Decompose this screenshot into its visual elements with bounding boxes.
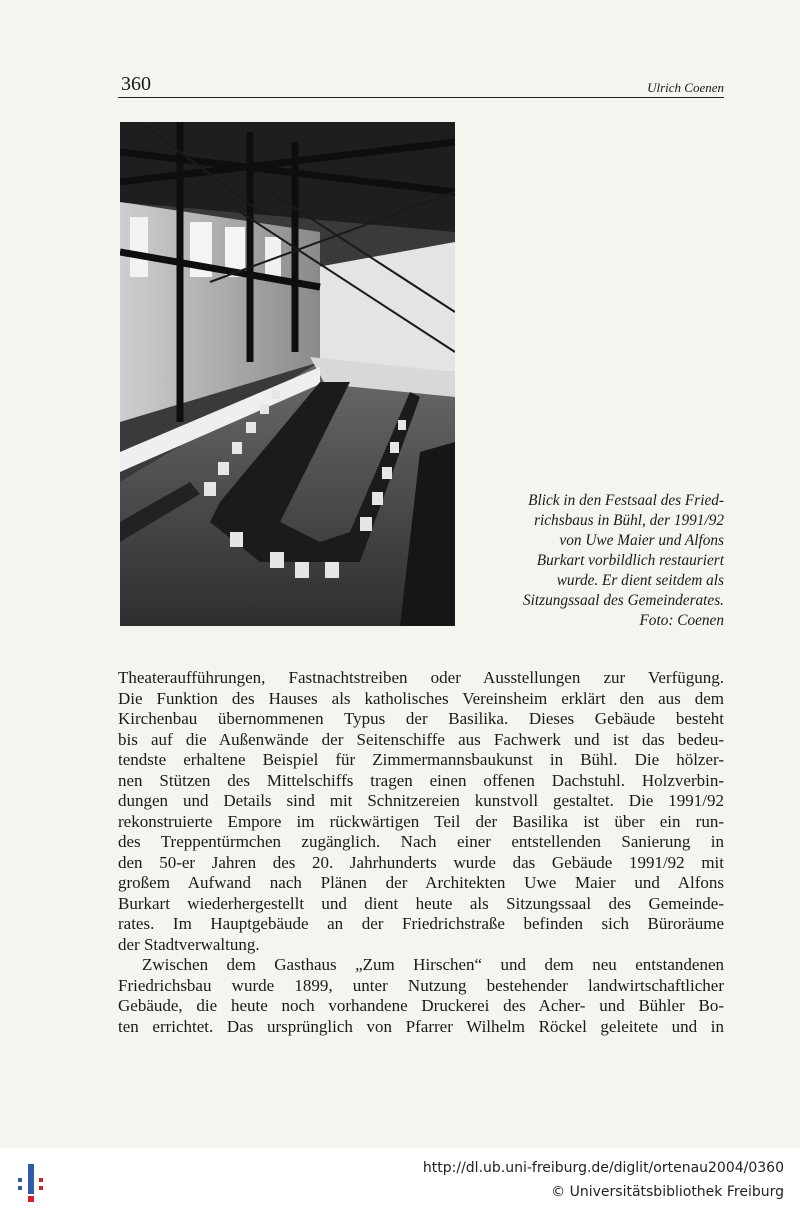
ub-freiburg-logo-icon xyxy=(12,1160,52,1204)
running-head-author: Ulrich Coenen xyxy=(647,80,724,95)
footer-bar xyxy=(0,1148,800,1212)
text-line: Kirchenbau übernommenen Typus der Basilika. Dieses Gebäude besteht xyxy=(118,709,724,728)
text-line: Die Funktion des Hauses als katholisches Vereinsheim erklärt den aus dem xyxy=(118,688,724,708)
text-line: des Treppentürmchen zugänglich. Nach einer entstellenden Sanierung in xyxy=(118,832,724,851)
text-line: Friedrichsbau wurde 1899, unter Nutzung bestehender landwirtschaftlicher xyxy=(118,975,724,995)
text-line: Burkart wiederhergestellt und dient heute als Sitzungssaal des Gemeinde- xyxy=(118,893,724,913)
text-line: dungen und Details sind mit Schnitzereien kunstvoll gestaltet. Die 1991/92 xyxy=(118,791,724,810)
caption-line: Sitzungssaal des Gemeinderates. xyxy=(523,592,724,609)
text-line: tendste erhaltene Beispiel für Zimmermannsbaukunst in Bühl. Die hölzer- xyxy=(118,750,724,769)
caption-line: Blick in den Festsaal des Fried- xyxy=(528,492,724,509)
text-line: rates. Im Hauptgebäude an der Friedrichstraße befinden sich Büroräume xyxy=(118,914,724,933)
source-url-link[interactable]: http://dl.ub.uni-freiburg.de/diglit/ortenau2004/0360 xyxy=(422,1160,784,1176)
body-text xyxy=(118,668,724,1037)
paragraph-2 xyxy=(118,955,724,1037)
text-line: nen Stützen des Mittelschiffs tragen einen offenen Dachstuhl. Holzverbin- xyxy=(118,770,724,790)
festsaal-photo-drawing xyxy=(120,122,455,626)
caption-line: Burkart vorbildlich restauriert xyxy=(536,552,724,569)
text-line: großem Aufwand nach Plänen der Architekten Uwe Maier und Alfons xyxy=(118,873,724,892)
text-line: Theateraufführungen, Fastnachtstreiben oder Ausstellungen zur Verfügung. xyxy=(118,668,724,687)
copyright-notice: © Universitätsbibliothek Freiburg xyxy=(551,1184,784,1200)
caption-line: wurde. Er dient seitdem als xyxy=(556,572,724,589)
text-line: der Stadtverwaltung. xyxy=(118,934,260,954)
text-line: ten errichtet. Das ursprünglich von Pfarrer Wilhelm Röckel geleitete und in xyxy=(118,1016,724,1036)
caption-line: von Uwe Maier und Alfons xyxy=(559,532,724,549)
caption-line: richsbaus in Bühl, der 1991/92 xyxy=(534,512,724,529)
text-line: Zwischen dem Gasthaus „Zum Hirschen“ und dem neu entstandenen xyxy=(142,955,724,974)
text-line: den 50-er Jahren des 20. Jahrhunderts wurde das Gebäude 1991/92 mit xyxy=(118,852,724,872)
caption-photo-credit: Foto: Coenen xyxy=(639,612,724,629)
festsaal-photo xyxy=(120,122,455,626)
paragraph-1 xyxy=(118,668,724,955)
text-line: Gebäude, die heute noch vorhandene Druckerei des Acher- und Bühler Bo- xyxy=(118,996,724,1015)
text-line: rekonstruierte Empore im rückwärtigen Teil der Basilika ist über ein run- xyxy=(118,811,724,831)
page-number: 360 xyxy=(121,73,151,95)
text-line: bis auf die Außenwände der Seitenschiffe aus Fachwerk und ist das bedeu- xyxy=(118,729,724,749)
figure-caption xyxy=(472,491,724,631)
header-rule xyxy=(118,97,724,98)
